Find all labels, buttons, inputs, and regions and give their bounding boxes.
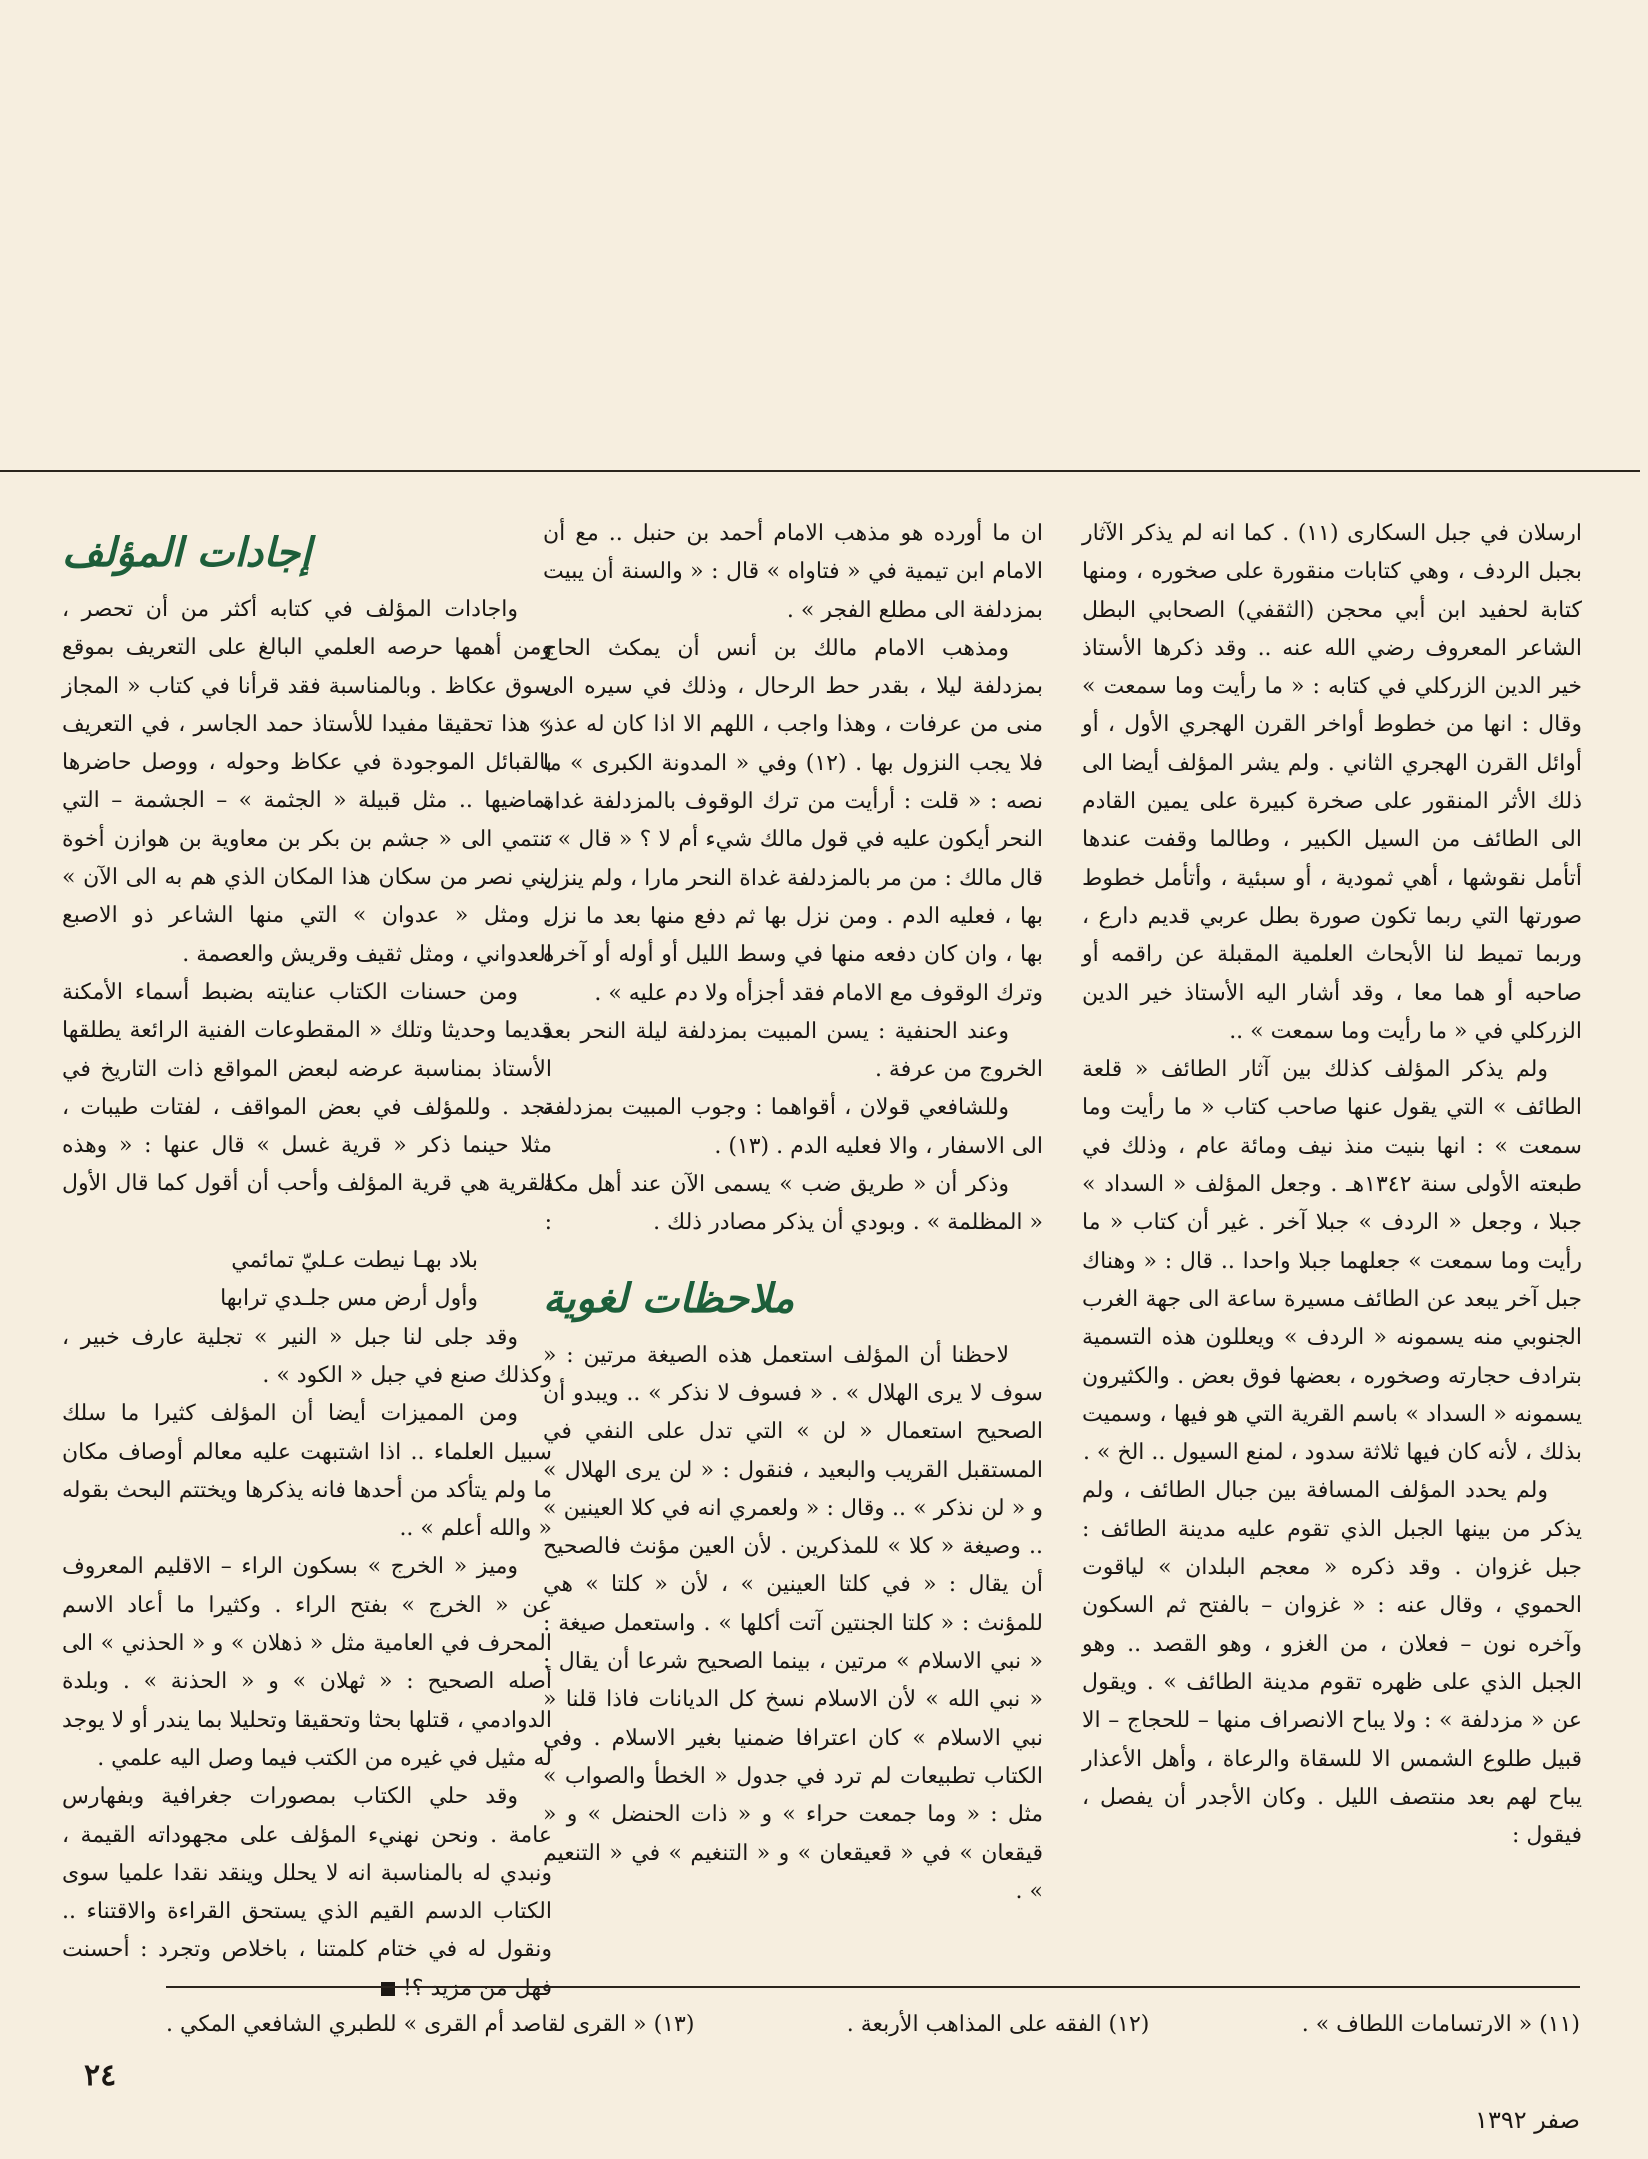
paragraph: وللشافعي قولان ، أقواهما : وجوب المبيت بمزدلفة الى الاسفار ، والا فعليه الدم . (١٣) .: [543, 1095, 1043, 1159]
column-left: [62, 515, 552, 2001]
closing-paragraph: وقد حلي الكتاب بمصورات جغرافية وبفهارس عامة . ونحن نهنيء المؤلف على مجهوداته القيمة ، ونبدي له بالمناسبة انه لا يحلل وينقد نقدا علميا سوى الكتاب الدسم القيم الذي يستحق القراءة والاقتناء .. ونقول له في ختام كلمتنا ، باخلاص وتجرد : أحسنت فهل من مزيد ؟!: [62, 1784, 552, 2001]
top-divider: [0, 470, 1640, 472]
paragraph: ان ما أورده هو مذهب الامام أحمد بن حنبل .. مع أن الامام ابن تيمية في « فتاواه » قال : « والسنة أن يبيت بمزدلفة الى مطلع الفجر » .: [543, 521, 1043, 623]
paragraph: ارسلان في جبل السكارى (١١) . كما انه لم يذكر الآثار بجبل الردف ، وهي كتابات منقورة على صخوره ، ومنها كتابة لحفيد ابن أبي محجن (الثقفي) الصحابي البطل الشاعر المعروف رضي الله عنه .. وقد ذكرها الأستاذ خير الدين الزركلي في كتابه : « ما رأيت وما سمعت » وقال : انها من خطوط أواخر القرن الهجري الأول ، أو أوائل القرن الهجري الثاني . ولم يشر المؤلف أيضا الى ذلك الأثر المنقور على صخرة كبيرة على يمين القادم الى الطائف من السيل الكبير ، وطالما وقفت عندها أتأمل نقوشها ، أهي ثمودية ، أو سبئية ، وأتأمل خطوط صورتها التي ربما تكون صورة بطل عربي قديم دارع ، وربما تميط لنا الأبحاث العلمية المقبلة عن راقمه أو صاحبه أو هما معا ، وقد أشار اليه الأستاذ خير الدين الزركلي في « ما رأيت وما سمعت » ..: [1082, 521, 1582, 1044]
paragraph: [62, 1778, 552, 2008]
paragraph: واجادات المؤلف في كتابه أكثر من أن تحصر ، ومن أهمها حرصه العلمي البالغ على التعريف بموقع سوق عكاظ . وبالمناسبة فقد قرأنا في كتاب « المجاز » هذا تحقيقا مفيدا للأستاذ حمد الجاسر ، في التعريف بالقبائل الموجودة في عكاظ وحوله ، ووصل حاضرها بماضيها .. مثل قبيلة « الجثمة » – الجشمة – التي تنتمي الى « جشم بن بكر بن معاوية بن هوازن أخوة بني نصر من سكان هذا المكان الذي هم به الى الآن » . ومثل « عدوان » التي منها الشاعر ذو الاصبع العدواني ، ومثل ثقيف وقريش والعصمة .: [62, 597, 552, 967]
paragraph: وعند الحنفية : يسن المبيت بمزدلفة ليلة النحر بعد الخروج من عرفة .: [543, 1018, 1043, 1083]
section-heading-author-merits: إجادات المؤلف: [62, 530, 312, 576]
section-heading-linguistic-notes: ملاحظات لغوية: [543, 1275, 795, 1322]
paragraph: ولم يذكر المؤلف كذلك بين آثار الطائف « قلعة الطائف » التي يقول عنها صاحب كتاب « ما رأيت وما سمعت » : انها بنيت منذ نيف ومائة عام ، وذلك في طبعته الأولى سنة ١٣٤٢هـ . وجعل المؤلف « السداد » جبلا ، وجعل « الردف » جبلا آخر . غير أن كتاب « ما رأيت وما سمعت » جعلهما جبلا واحدا .. قال : « وهناك جبل آخر يبعد عن الطائف مسيرة ساعة الى جهة الغرب الجنوبي منه يسمونه « الردف » ويعللون هذه التسمية بترادف حجارته وصخوره ، بعضها فوق بعض . والكثيرون يسمونه « السداد » باسم القرية التي هو فيها ، وسميت بذلك ، لأنه كان فيها ثلاثة سدود ، لمنع السيول .. الخ » .: [1082, 1057, 1582, 1466]
paragraph: ومذهب الامام مالك بن أنس أن يمكث الحاج بمزدلفة ليلا ، بقدر حط الرحال ، وذلك في سيره الى منى من عرفات ، وهذا واجب ، اللهم الا اذا كان له عذر فلا يجب النزول بها . (١٢) وفي « المدونة الكبرى » ما نصه : « قلت : أرأيت من ترك الوقوف بالمزدلفة غداة النحر أيكون عليه في قول مالك شيء أم لا ؟ « قال » : قال مالك : من مر بالمزدلفة غداة النحر مارا ، ولم ينزل بها ، فعليه الدم . ومن نزل بها ثم دفع منها بعد ما نزل بها ، وان كان دفعه منها في وسط الليل أو أوله أو آخره وترك الوقوف مع الامام فقد أجزأه ولا دم عليه » .: [543, 635, 1044, 1006]
issue-date: صفر ١٣٩٢: [1475, 2106, 1580, 2134]
poem-line: وأول أرض مس جلـدي ترابها: [220, 1286, 478, 1312]
column-right: [1082, 515, 1582, 1950]
footnotes: [166, 2005, 1580, 2049]
paragraph: ومن حسنات الكتاب عنايته بضبط أسماء الأمكنة قديما وحديثا وتلك « المقطوعات الفنية الرائعة يطلقها الأستاذ بمناسبة عرضه لبعض المواقع ذات التاريخ في نجد . وللمؤلف في بعض المواقف ، لفتات طيبات ، مثلا حينما ذكر « قرية غسل » قال عنها : « وهذه القرية هي قرية المؤلف وأحب أن أقول كما قال الأول :: [62, 979, 552, 1235]
footnote: (١٢) الفقه على المذاهب الأربعة .: [846, 2012, 1150, 2037]
paragraph: ولم يحدد المؤلف المسافة بين جبال الطائف ، ولم يذكر من بينها الجبل الذي تقوم عليه مدينة الطائف : جبل غزوان . وقد ذكره « معجم البلدان » لياقوت الحموي ، وقال عنه : « غزوان – بالفتح ثم السكون وآخره نون – فعلان ، من الغزو ، وهو القصد .. وهو الجبل الذي على ظهره تقوم مدينة الطائف » . ويقول عن « مزدلفة » : ولا يباح الانصراف منها – للحجاج – الا قبيل طلوع الشمس الا للسقاة والرعاة ، وأهل الأعذار يباح لهم بعد منتصف الليل . وكان الأجدر أن يفصل ، فيقول :: [1082, 1478, 1582, 1849]
paragraph: وقد جلى لنا جبل « النير » تجلية عارف خبير ، وكذلك صنع في جبل « الكود » .: [62, 1324, 552, 1388]
footnote: (١١) « الارتسامات اللطاف » .: [1301, 2012, 1580, 2037]
end-of-article-mark: [381, 1982, 395, 1996]
poem-line: بلاد بهـا نيطت عـليّ تمائمي: [231, 1248, 478, 1274]
paragraph: وميز « الخرج » بسكون الراء – الاقليم المعروف عن « الخرج » بفتح الراء . وكثيرا ما أعاد الاسم المحرف في العامية مثل « ذهلان » و « الحذني » الى أصله الصحيح : « ثهلان » و « الحذنة » . وبلدة الدوادمي ، قتلها بحثا وتحقيقا وتحليلا بما يندر أو لا يوجد له مثيل في غيره من الكتب فيما وصل اليه علمي .: [62, 1554, 552, 1771]
paragraph: ومن المميزات أيضا أن المؤلف كثيرا ما سلك سبيل العلماء .. اذا اشتبهت عليه معالم أوصاف مكان ما ولم يتأكد من أحدها فانه يذكرها ويختتم البحث بقوله « والله أعلم » ..: [62, 1401, 552, 1542]
page-number: ٢٤: [84, 2058, 117, 2093]
paragraph: وذكر أن « طريق ضب » يسمى الآن عند أهل مكة « المظلمة » . وبودي أن يذكر مصادر ذلك .: [543, 1172, 1043, 1236]
footnote-divider: [166, 1986, 1580, 1988]
column-middle: [543, 515, 1043, 1950]
paragraph: لاحظنا أن المؤلف استعمل هذه الصيغة مرتين : « سوف لا يرى الهلال » . « فسوف لا نذكر » .. ويبدو أن الصحيح استعمال « لن » التي تدل على النفي في المستقبل القريب والبعيد ، فنقول : « لن يرى الهلال » و « لن نذكر » .. وقال : « ولعمري انه في كلا العينين » .. وصيغة « كلا » للمذكرين . لأن العين مؤنث فالصحيح أن يقال : « في كلتا العينين » ، لأن « كلتا » هي للمؤنث : « كلتا الجنتين آتت أكلها » . واستعمل صيغة : « نبي الاسلام » مرتين ، بينما الصحيح شرعا أن يقال : « نبي الله » لأن الاسلام نسخ كل الديانات فاذا قلنا « نبي الاسلام » كان اعترافا ضمنيا بغير الاسلام . وفي الكتاب تطبيعات لم ترد في جدول « الخطأ والصواب » مثل : « وما جمعت حراء » و « ذات الحنضل » و « قيقعان » في « قعيقعان » و « التنغيم » في « التنعيم » .: [543, 1342, 1043, 1904]
footnote: (١٣) « القرى لقاصد أم القرى » للطبري الشافعي المكي .: [166, 2012, 695, 2037]
